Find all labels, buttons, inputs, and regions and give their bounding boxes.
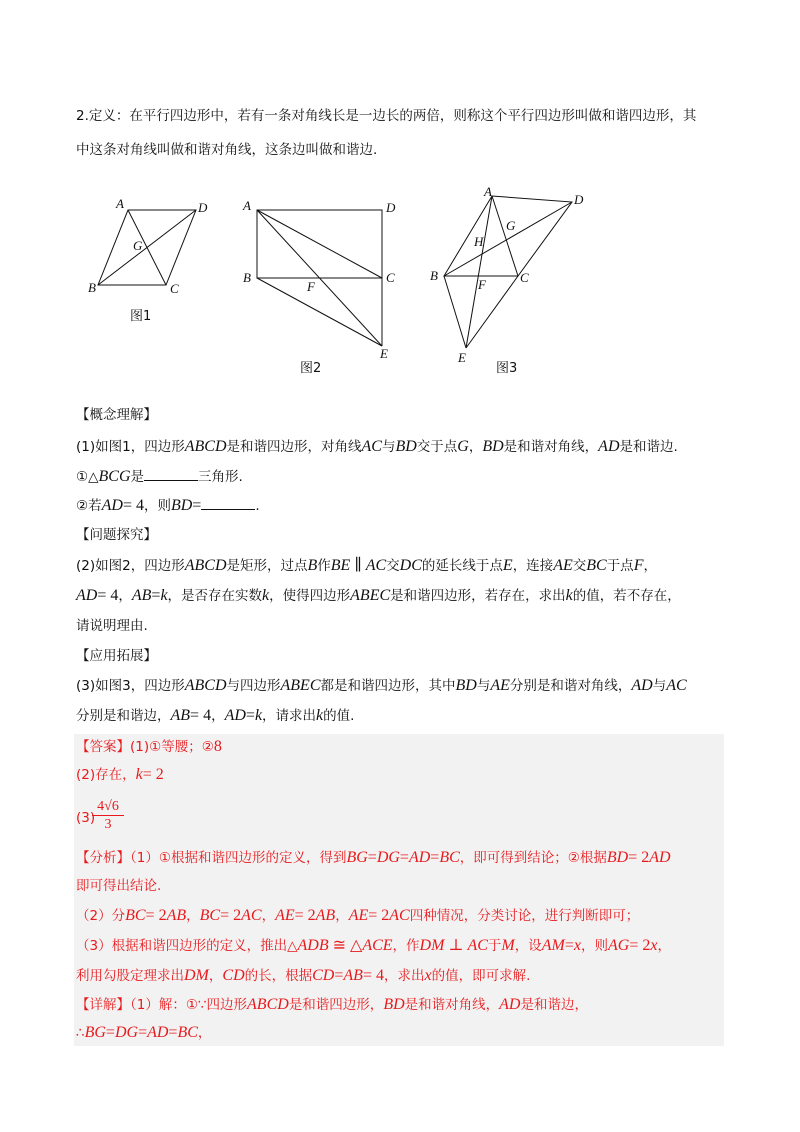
analysis-line-1: 【分析】（1）①根据和谐四边形的定义，得到BG=DG=AD=BC，即可得到结论；②根据BD= 2AD <box>76 849 671 866</box>
fig3-diagonal-bd <box>444 202 572 276</box>
fig2-label-d: D <box>386 200 396 215</box>
fig3-label-h: H <box>474 234 484 249</box>
fig1-label-b: B <box>88 280 96 295</box>
fig1-label-a: A <box>116 196 124 211</box>
section-concept: 【概念理解】 <box>76 407 157 423</box>
answer-blank-2[interactable] <box>201 495 255 510</box>
fig2-label-e: E <box>380 346 388 361</box>
q1-line: (1)如图1，四边形ABCD是和谐四边形，对角线AC与BD交于点G，BD是和谐对角线，AD是和谐边. <box>76 438 678 455</box>
intro-line-2: 中这条对角线叫做和谐对角线，这条边叫做和谐边. <box>76 142 378 158</box>
fig3-caption: 图3 <box>496 361 518 376</box>
fig3-line-ce <box>466 276 518 348</box>
fig2-line-be <box>257 278 382 346</box>
fig3-label-d: D <box>574 192 584 207</box>
analysis-line-3: （2）分BC= 2AB，BC= 2AC，AE= 2AB，AE= 2AC四种情况，分类讨论，进行判断即可； <box>76 907 640 924</box>
fig3-label-f: F <box>478 277 486 292</box>
q3-line-2: 分别是和谐边，AB= 4，AD=k，请求出k的值. <box>76 707 355 724</box>
fig2-label-b: B <box>243 270 251 285</box>
analysis-line-4: （3）根据和谐四边形的定义，推出△ADB ≅ △ACE，作DM ⊥ AC于M，设AM=x，则AG= 2x， <box>76 937 671 954</box>
q1-sub2: ②若AD= 4，则BD= . <box>76 497 260 514</box>
fig2-label-f: F <box>307 279 315 294</box>
geometry-figures <box>0 180 800 400</box>
q2-line-3: 请说明理由. <box>76 618 148 634</box>
analysis-line-5: 利用勾股定理求出DM，CD的长，根据CD=AB= 4，求出x的值，即可求解. <box>76 967 531 984</box>
fig3-label-e: E <box>458 350 466 365</box>
answer-blank-1[interactable] <box>144 466 198 481</box>
q2-line-1: (2)如图2，四边形ABCD是矩形，过点B作BE ∥ AC交DC的延长线于点E，连接AE交BC于点F， <box>76 557 657 574</box>
q1-sub1: ①△BCG是 三角形. <box>76 468 243 485</box>
section-apply: 【应用拓展】 <box>76 648 157 664</box>
fig3-label-c: C <box>520 270 529 285</box>
fig3-line-ae <box>466 196 492 348</box>
answer-fraction: $\frac{4√6}{3}$ <box>92 798 124 833</box>
fig1-label-c: C <box>170 281 179 296</box>
detail-line-1: 【详解】（1）解：①∵四边形ABCD是和谐四边形，BD是和谐对角线，AD是和谐边， <box>76 996 588 1013</box>
fig1-caption: 图1 <box>130 309 152 324</box>
fig3-label-a: A <box>484 184 492 199</box>
answer-line-3: (3) <box>76 810 96 826</box>
fig3-label-b: B <box>430 268 438 283</box>
fig3-parallelogram-abcd <box>444 196 572 276</box>
fig1-label-g: G <box>133 238 143 253</box>
section-explore: 【问题探究】 <box>76 527 157 543</box>
fig1-label-d: D <box>198 200 208 215</box>
detail-line-2: ∴BG=DG=AD=BC， <box>76 1024 212 1041</box>
fig3-line-be <box>444 276 466 348</box>
fig2-label-c: C <box>386 270 395 285</box>
fig3-label-g: G <box>506 218 516 233</box>
analysis-line-2: 即可得出结论. <box>76 878 162 894</box>
q2-line-2: AD= 4，AB=k，是否存在实数k，使得四边形ABEC是和谐四边形，若存在，求出k的值，若不存在， <box>76 587 681 604</box>
fig2-caption: 图2 <box>300 361 322 376</box>
answer-line-2: (2)存在，k= 2 <box>76 766 164 783</box>
q3-line-1: (3)如图3，四边形ABCD与四边形ABEC都是和谐四边形，其中BD与AE分别是和谐对角线，AD与AC <box>76 677 687 694</box>
answer-line-1: 【答案】(1)①等腰；②8 <box>76 738 222 755</box>
fig2-diagonal-ac <box>257 210 382 278</box>
fig2-label-a: A <box>243 198 251 213</box>
intro-line-1: 2.定义：在平行四边形中，若有一条对角线长是一边长的两倍，则称这个平行四边形叫做和谐四边形，其 <box>76 108 697 124</box>
